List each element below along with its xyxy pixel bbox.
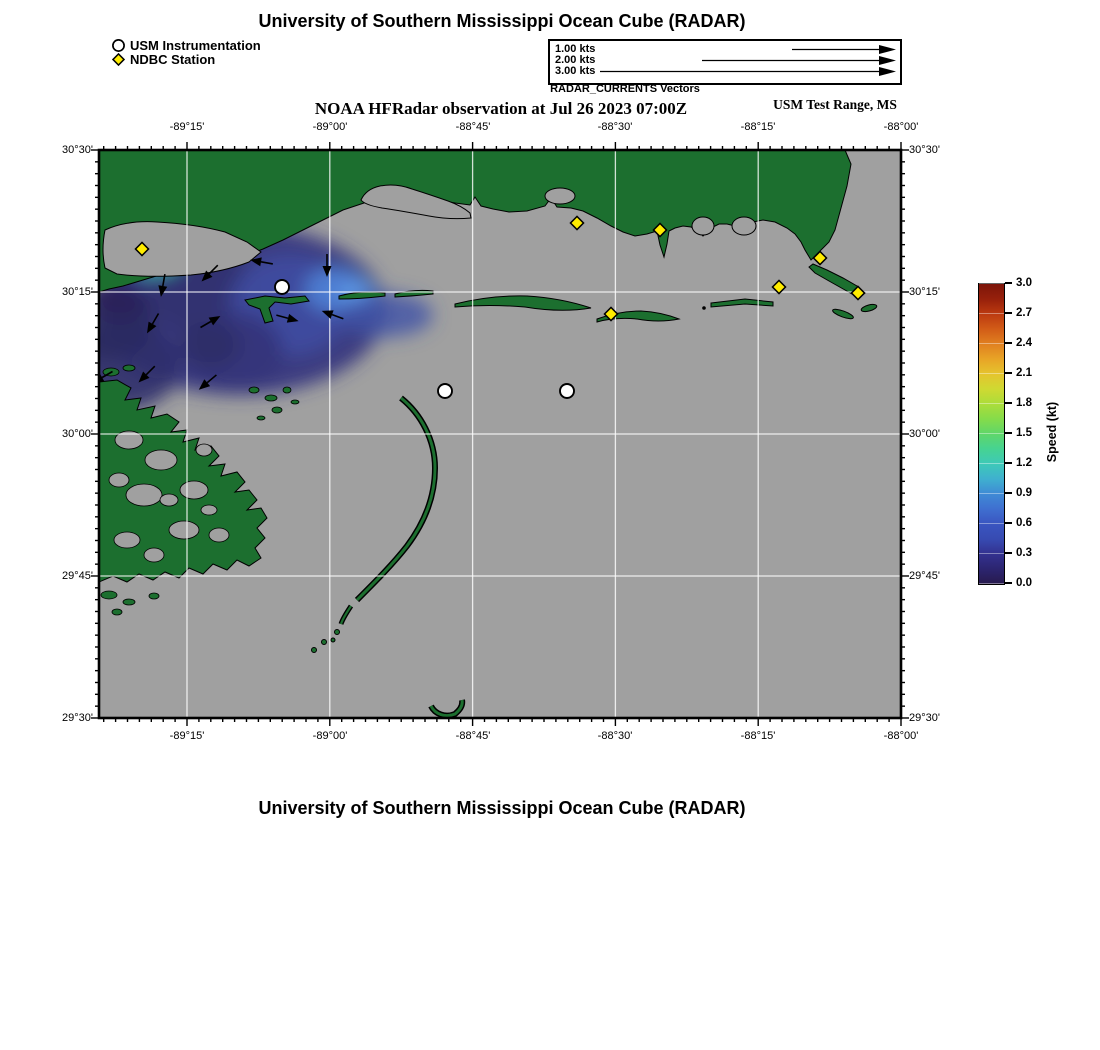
bay-inlet: [732, 217, 756, 235]
colorbar-tick-label: 1.5: [1016, 427, 1032, 439]
colorbar-tick-label: 0.0: [1016, 577, 1032, 589]
colorbar-tick-label: 1.8: [1016, 397, 1032, 409]
colorbar-tick-label: 2.1: [1016, 367, 1032, 379]
x-axis-label-top: -89°00': [312, 121, 348, 133]
bay-inlet: [692, 217, 714, 235]
y-axis-label-left: 30°00': [62, 428, 93, 440]
vector-scale-label-1: 1.00 kts: [555, 43, 596, 55]
x-axis-label-bottom: -88°45': [455, 730, 491, 742]
colorbar-tick-label: 2.7: [1016, 307, 1032, 319]
colorbar-tick-label: 0.6: [1016, 517, 1032, 529]
colorbar-tick-label: 0.9: [1016, 487, 1032, 499]
map-subtitle: NOAA HFRadar observation at Jul 26 2023 07:00Z: [314, 99, 688, 118]
page-title: University of Southern Mississippi Ocean Cube (RADAR): [258, 11, 746, 31]
x-axis-label-top: -88°45': [455, 121, 491, 133]
y-axis-label-right: 29°30': [909, 712, 940, 724]
colorbar-tick-label: 2.4: [1016, 337, 1032, 349]
y-axis-label-left: 29°30': [62, 712, 93, 724]
colorbar-tick-label: 3.0: [1016, 277, 1032, 289]
vector-scale-caption: RADAR_CURRENTS Vectors: [550, 83, 700, 95]
y-axis-label-right: 30°30': [909, 144, 940, 156]
x-axis-label-bottom: -88°00': [883, 730, 919, 742]
colorbar-tick-label: 0.3: [1016, 547, 1032, 559]
islet: [702, 306, 706, 310]
vector-scale-label-2: 2.00 kts: [555, 54, 596, 66]
x-axis-label-top: -88°30': [597, 121, 633, 133]
x-axis-label-bottom: -89°15': [169, 730, 205, 742]
colorbar-tick-label: 1.2: [1016, 457, 1032, 469]
y-axis-label-left: 30°15': [62, 286, 93, 298]
y-axis-label-right: 29°45': [909, 570, 940, 582]
back-bay: [545, 188, 575, 204]
x-axis-label-bottom: -88°15': [740, 730, 776, 742]
vector-scale-label-3: 3.00 kts: [555, 65, 596, 77]
legend-item-label: USM Instrumentation: [130, 37, 261, 53]
footer-title: University of Southern Mississippi Ocean Cube (RADAR): [258, 798, 746, 818]
usm-station-marker: [560, 384, 574, 398]
x-axis-label-top: -88°15': [740, 121, 776, 133]
range-label: USM Test Range, MS: [773, 97, 897, 112]
x-axis-label-top: -88°00': [883, 121, 919, 133]
colorbar: [978, 283, 1005, 585]
x-axis-label-bottom: -89°00': [312, 730, 348, 742]
colorbar-label: Speed (kt): [1045, 401, 1059, 463]
y-axis-label-left: 30°30': [62, 144, 93, 156]
y-axis-label-right: 30°15': [909, 286, 940, 298]
y-axis-label-right: 30°00': [909, 428, 940, 440]
x-axis-label-top: -89°15': [169, 121, 205, 133]
x-axis-label-bottom: -88°30': [597, 730, 633, 742]
legend-item-label: NDBC Station: [130, 51, 216, 67]
usm-station-marker: [438, 384, 452, 398]
usm-station-marker: [275, 280, 289, 294]
y-axis-label-left: 29°45': [62, 570, 93, 582]
